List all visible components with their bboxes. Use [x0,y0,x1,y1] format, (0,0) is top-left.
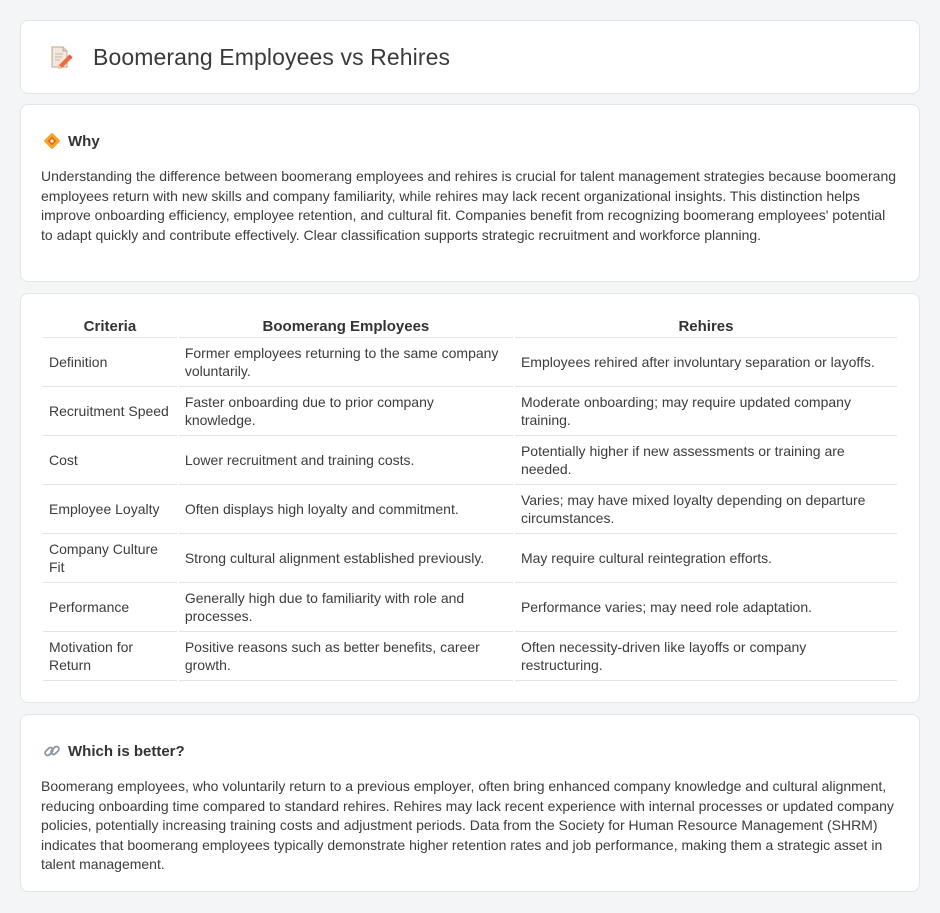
header-criteria: Criteria [43,316,177,338]
table-row [43,485,897,534]
better-card [20,714,920,892]
boomerang-cell: Often displays high loyalty and commitment. [179,485,513,534]
boomerang-cell: Strong cultural alignment established previously. [179,534,513,583]
rehires-cell: Varies; may have mixed loyalty depending on departure circumstances. [515,485,897,534]
rehires-cell: Employees rehired after involuntary separation or layoffs. [515,338,897,387]
boomerang-cell: Positive reasons such as better benefits, career growth. [179,632,513,681]
table-row [43,534,897,583]
header-rehires: Rehires [515,316,897,338]
rehires-cell: Potentially higher if new assessments or training are needed. [515,436,897,485]
table-header-row [43,316,897,338]
boomerang-cell: Former employees returning to the same company voluntarily. [179,338,513,387]
rehires-cell: Performance varies; may need role adaptation. [515,583,897,632]
better-text: Boomerang employees, who voluntarily return to a previous employer, often bring enhanced company knowledge and cultural alignment, reducing onboarding time compared to standard rehires. Rehires may lack recent experience with internal processes or updated company policies, potentially increasing training costs and adjustment periods. Data from the Society for Human Resource Management (SHRM) indicates that boomerang employees typically demonstrate higher retention rates and job performance, making them a strategic asset in talent management. [41,778,894,873]
criteria-cell: Employee Loyalty [43,485,177,534]
table-row [43,338,897,387]
why-text: Understanding the difference between boomerang employees and rehires is crucial for talent management strategies because boomerang employees return with new skills and company familiarity, while rehires may lack recent organizational insights. This distinction helps improve onboarding efficiency, employee retention, and cultural fit. Companies benefit from recognizing boomerang employees' potential to adapt quickly and contribute effectively. Clear classification supports strategic recruitment and workforce planning. [41,168,897,243]
why-card [20,104,920,282]
criteria-cell: Recruitment Speed [43,387,177,436]
criteria-cell: Definition [43,338,177,387]
rehires-cell: Moderate onboarding; may require updated company training. [515,387,897,436]
boomerang-cell: Lower recruitment and training costs. [179,436,513,485]
header-card [20,20,920,94]
document-pencil-icon [47,44,73,70]
rehires-cell: May require cultural reintegration efforts. [515,534,897,583]
page-title: Boomerang Employees vs Rehires [93,43,451,70]
criteria-cell: Motivation for Return [43,632,177,681]
boomerang-cell: Generally high due to familiarity with role and processes. [179,583,513,632]
criteria-cell: Performance [43,583,177,632]
criteria-cell: Cost [43,436,177,485]
why-title: Why [68,132,100,150]
comparison-card [20,293,920,703]
table-row [43,387,897,436]
diamond-sign-icon [43,132,61,150]
link-icon [43,742,61,760]
criteria-cell: Company Culture Fit [43,534,177,583]
comparison-table [41,316,899,681]
table-row [43,583,897,632]
rehires-cell: Often necessity-driven like layoffs or company restructuring. [515,632,897,681]
better-title: Which is better? [68,742,185,760]
header-boomerang: Boomerang Employees [179,316,513,338]
table-row [43,436,897,485]
boomerang-cell: Faster onboarding due to prior company knowledge. [179,387,513,436]
table-row [43,632,897,681]
